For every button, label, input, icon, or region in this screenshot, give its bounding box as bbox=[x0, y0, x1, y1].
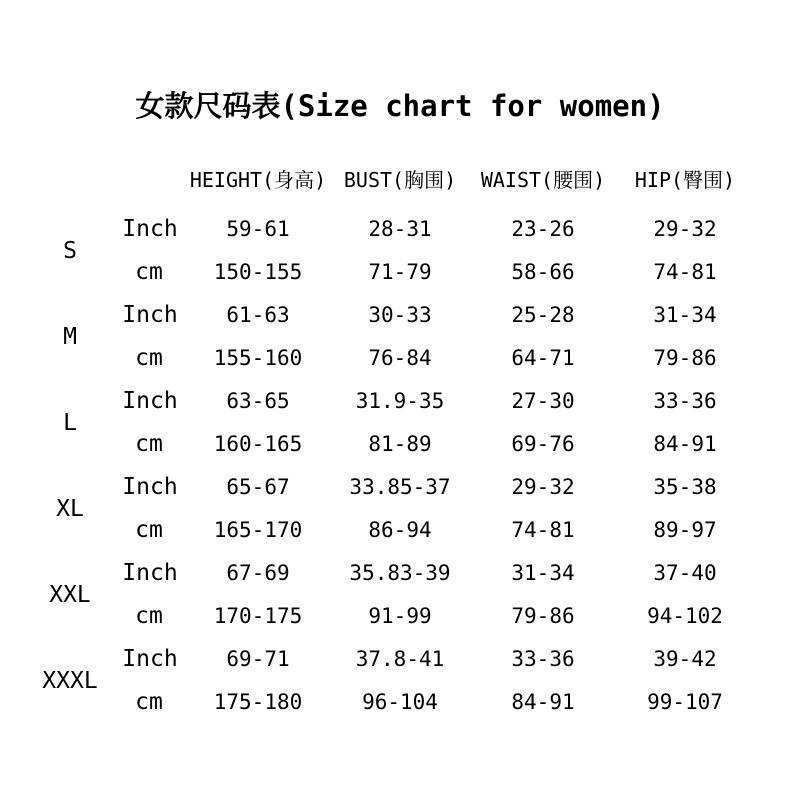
table-cell: 37-40 bbox=[653, 561, 717, 585]
unit-label: Inch bbox=[122, 646, 178, 672]
column-header: HEIGHT(身高) bbox=[189, 168, 327, 192]
table-cell: 31-34 bbox=[653, 303, 717, 327]
table-cell: 59-61 bbox=[226, 217, 290, 241]
table-cell: 84-91 bbox=[511, 690, 575, 714]
unit-label: Inch bbox=[122, 388, 178, 414]
table-cell: 65-67 bbox=[226, 475, 290, 499]
unit-label: cm bbox=[135, 689, 163, 715]
column-header: HIP(臀围) bbox=[634, 168, 736, 192]
table-cell: 71-79 bbox=[368, 260, 432, 284]
unit-label: cm bbox=[135, 517, 163, 543]
size-label: M bbox=[63, 323, 77, 350]
table-cell: 99-107 bbox=[647, 690, 723, 714]
table-cell: 69-71 bbox=[226, 647, 290, 671]
table-cell: 91-99 bbox=[368, 604, 432, 628]
size-label: XXL bbox=[49, 581, 91, 608]
table-cell: 84-91 bbox=[653, 432, 717, 456]
table-cell: 27-30 bbox=[511, 389, 575, 413]
table-cell: 58-66 bbox=[511, 260, 575, 284]
table-cell: 79-86 bbox=[653, 346, 717, 370]
unit-label: cm bbox=[135, 431, 163, 457]
table-cell: 79-86 bbox=[511, 604, 575, 628]
table-cell: 25-28 bbox=[511, 303, 575, 327]
table-cell: 155-160 bbox=[213, 346, 303, 370]
size-label: S bbox=[63, 237, 77, 264]
unit-label: Inch bbox=[122, 216, 178, 242]
table-cell: 39-42 bbox=[653, 647, 717, 671]
table-cell: 29-32 bbox=[653, 217, 717, 241]
table-cell: 74-81 bbox=[511, 518, 575, 542]
table-cell: 81-89 bbox=[368, 432, 432, 456]
table-cell: 96-104 bbox=[362, 690, 438, 714]
table-cell: 94-102 bbox=[647, 604, 723, 628]
table-cell: 63-65 bbox=[226, 389, 290, 413]
table-cell: 35.83-39 bbox=[349, 561, 451, 585]
page-title: 女款尺码表(Size chart for women) bbox=[135, 89, 665, 123]
table-cell: 33-36 bbox=[511, 647, 575, 671]
table-cell: 175-180 bbox=[213, 690, 303, 714]
size-label: XXXL bbox=[42, 667, 98, 694]
unit-label: Inch bbox=[122, 560, 178, 586]
table-cell: 67-69 bbox=[226, 561, 290, 585]
size-label: XL bbox=[56, 495, 84, 522]
table-cell: 150-155 bbox=[213, 260, 303, 284]
table-cell: 89-97 bbox=[653, 518, 717, 542]
table-cell: 61-63 bbox=[226, 303, 290, 327]
table-cell: 160-165 bbox=[213, 432, 303, 456]
unit-label: cm bbox=[135, 603, 163, 629]
table-cell: 37.8-41 bbox=[355, 647, 445, 671]
unit-label: Inch bbox=[122, 302, 178, 328]
table-cell: 69-76 bbox=[511, 432, 575, 456]
table-cell: 35-38 bbox=[653, 475, 717, 499]
table-cell: 31-34 bbox=[511, 561, 575, 585]
table-cell: 33.85-37 bbox=[349, 475, 451, 499]
table-cell: 28-31 bbox=[368, 217, 432, 241]
table-cell: 33-36 bbox=[653, 389, 717, 413]
table-cell: 74-81 bbox=[653, 260, 717, 284]
table-cell: 76-84 bbox=[368, 346, 432, 370]
table-cell: 23-26 bbox=[511, 217, 575, 241]
table-cell: 165-170 bbox=[213, 518, 303, 542]
table-cell: 86-94 bbox=[368, 518, 432, 542]
unit-label: cm bbox=[135, 345, 163, 371]
table-cell: 31.9-35 bbox=[355, 389, 445, 413]
unit-label: cm bbox=[135, 259, 163, 285]
size-label: L bbox=[63, 409, 77, 436]
table-cell: 170-175 bbox=[213, 604, 303, 628]
table-cell: 29-32 bbox=[511, 475, 575, 499]
table-cell: 64-71 bbox=[511, 346, 575, 370]
unit-label: Inch bbox=[122, 474, 178, 500]
column-header: WAIST(腰围) bbox=[480, 168, 606, 192]
column-header: BUST(胸围) bbox=[343, 168, 457, 192]
table-cell: 30-33 bbox=[368, 303, 432, 327]
